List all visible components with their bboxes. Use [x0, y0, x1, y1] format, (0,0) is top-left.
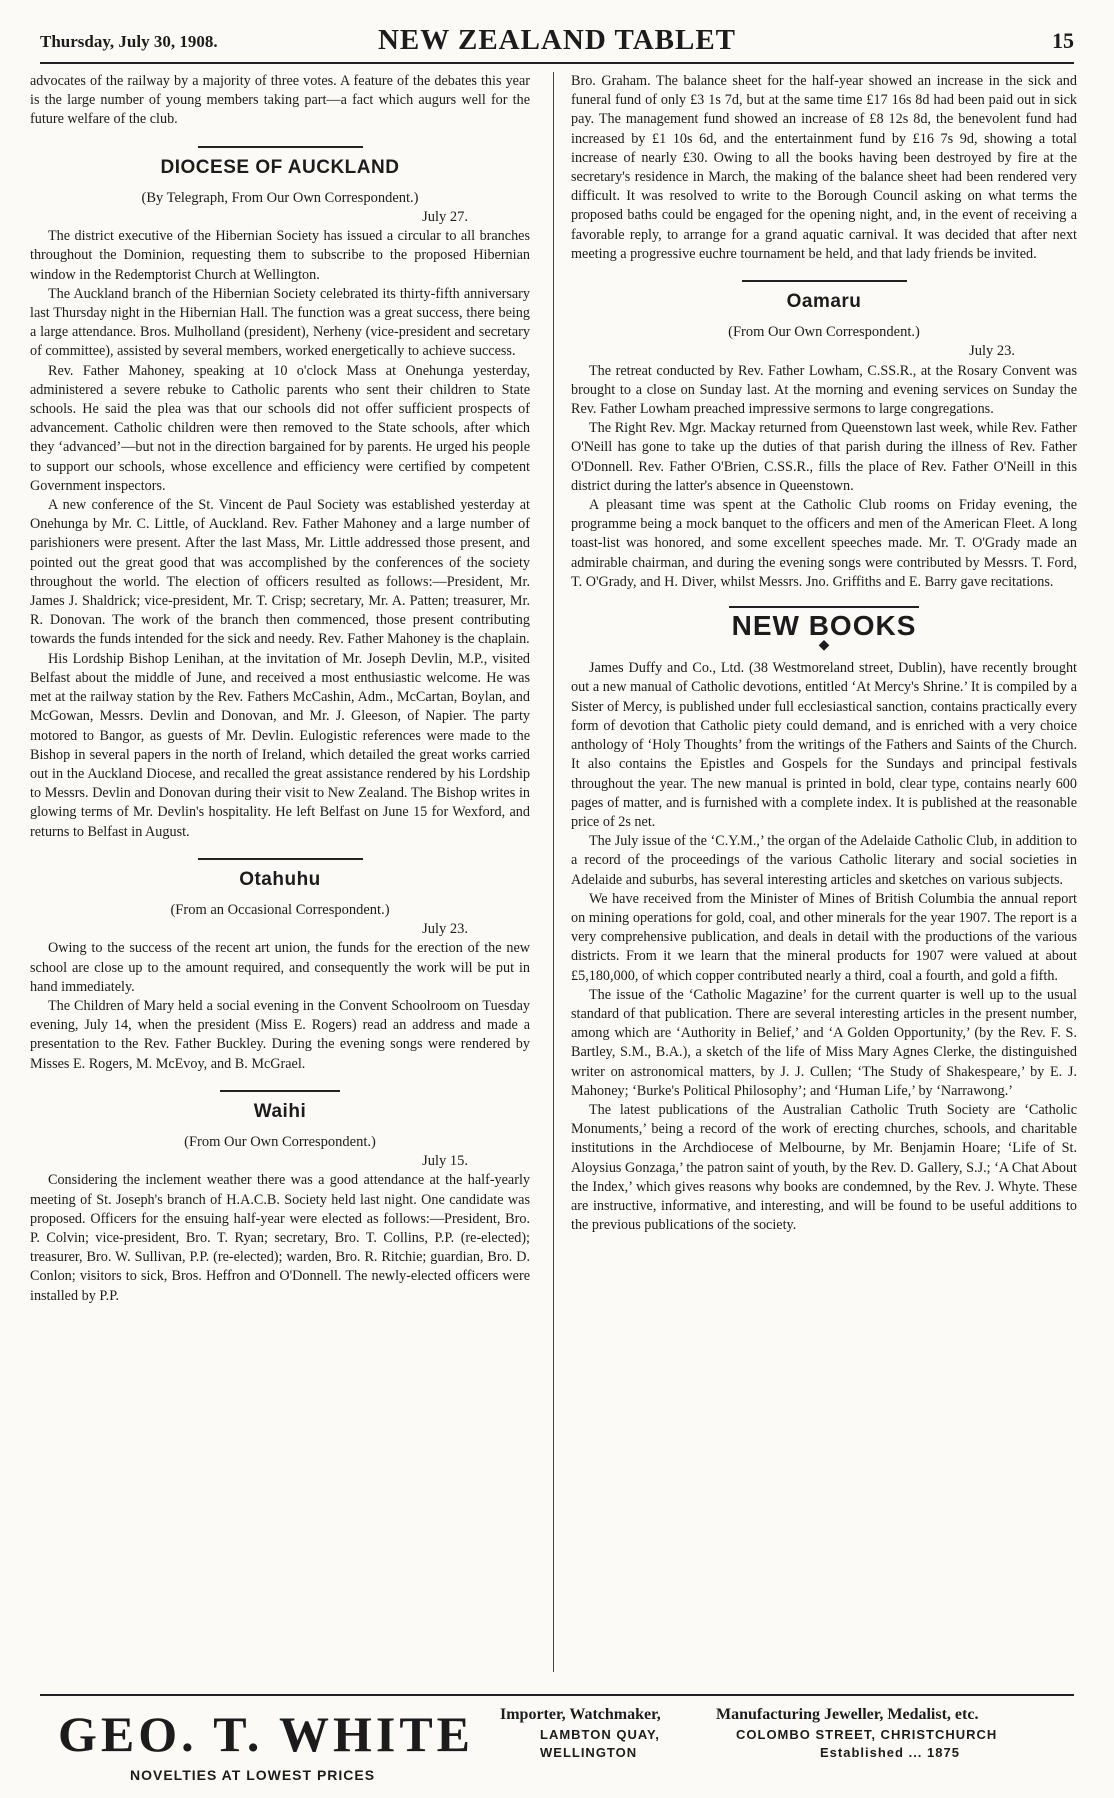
auckland-paragraph: The district executive of the Hibernian Society has issued a circular to all branches throughout the Dominion, requesting them to subscribe to the proposed Hibernian window in the Redemptorist Church at Wellington. — [30, 228, 530, 283]
masthead-rule — [40, 62, 1074, 64]
right-column — [571, 72, 1077, 1235]
page-number: 15 — [1052, 28, 1074, 53]
otahuhu-date: July 23. — [422, 921, 468, 938]
new-books-header — [571, 606, 1077, 653]
auckland-paragraph: A new conference of the St. Vincent de Paul Society was established yesterday at Onehunga by Mr. C. Little, of Auckland. Rev. Father Mahoney and a large number of parishioners were present. After the last Mass, Mr. Little addressed those present, and pointed out the great good that was accomplished by the conferences of the society throughout the world. The election of officers resulted as follows:—President, Mr. James J. Shaldrick; vice-president, Mr. T. Crisp; secretary, Mr. A. Patten; treasurer, Mr. R. Donovan. The work of the branch then commenced, those present contributing towards the funds intended for the sick and needy. Rev. Father Mahoney is the chaplain. — [30, 497, 530, 648]
masthead — [40, 20, 1074, 60]
oamaru-date: July 23. — [969, 343, 1015, 360]
waihi-byline: (From Our Own Correspondent.) — [184, 1133, 376, 1150]
advertiser-name: GEO. T. WHITE — [58, 1706, 475, 1762]
waihi-paragraph: Considering the inclement weather there was a good attendance at the half-yearly meeting of St. Joseph's branch of H.A.C.B. Society held last night. One candidate was proposed. Officers for the ensuing half-year were elected as follows:—President, Bro. P. Colvin; vice-president, Bro. T. Ryan; secretary, Bro. T. Collins, P.P. (re-elected); treasurer, Bro. W. Sullivan, P.P. (re-elected); warden, Bro. R. Ritchie; guardian, Bro. D. Conlon; visitors to sick, Bros. Heffron and O'Donnell. The newly-elected officers were installed by P.P. — [30, 1172, 530, 1304]
intro-paragraph: advocates of the railway by a majority of three votes. A feature of the debates this year is the large number of young members taking part—a fact which augurs well for the future welfare of the club. — [30, 73, 530, 128]
oamaru-paragraph: The retreat conducted by Rev. Father Lowham, C.SS.R., at the Rosary Convent was brought to a close on Sunday last. At the morning and evening services on Sunday the Rev. Father Lowham preached impressive sermons to large congregations. — [571, 362, 1077, 418]
ad-city: WELLINGTON — [540, 1745, 638, 1760]
auckland-paragraph: His Lordship Bishop Lenihan, at the invitation of Mr. Joseph Devlin, M.P., visited Belfast about the middle of June, and received a most enthusiastic welcome. He was met at the railway station by the Rev. Fathers McCashin, Adm., McCartan, Boylan, and McGowan, Messrs. Devlin and Donovan, and Mr. J. Gleeson, of Napier. The party motored to Bangor, as guests of Mr. Devlin. Eulogistic references were made to the Bishop in several papers in the north of Ireland, which detailed the great works carried out in the Auckland Diocese, and recalled the great assistance rendered by his Lordship to Messrs. Devlin and Donovan during their visit to New Zealand. The Bishop writes in glowing terms of Mr. Devlin's hospitality. He left Belfast on June 15 for Wexford, and returns to Belfast in August. — [30, 650, 530, 840]
ad-address: COLOMBO STREET, CHRISTCHURCH — [736, 1727, 998, 1742]
auckland-byline: (By Telegraph, From Our Own Correspondent.) — [141, 189, 419, 206]
auckland-paragraph: The Auckland branch of the Hibernian Society celebrated its thirty-fifth anniversary last Thursday night in the Hibernian Hall. The function was a great success, there being a large attendance. Bros. Mulholland (president), Nerheny (vice-president and secretary of committee), assisted by several members, worked energetically to achieve success. — [30, 285, 530, 360]
waihi-date: July 15. — [422, 1153, 468, 1170]
ad-address: LAMBTON QUAY, — [540, 1727, 660, 1742]
waihi-title: Waihi — [253, 1100, 307, 1122]
section-rule — [198, 858, 363, 860]
otahuhu-paragraph: Owing to the success of the recent art union, the funds for the erection of the new school are close up to the amount required, and consequently the work will be put in hand immediately. — [30, 940, 530, 995]
otahuhu-title: Otahuhu — [239, 868, 321, 890]
left-column — [30, 72, 530, 1306]
otahuhu-byline: (From an Occasional Correspondent.) — [170, 901, 390, 918]
auckland-date: July 27. — [422, 209, 468, 226]
advertisement-rule — [40, 1694, 1074, 1696]
ornament-diamond-icon: ◆ — [818, 638, 830, 654]
oamaru-paragraph: The Right Rev. Mgr. Mackay returned from Queenstown last week, while Rev. Father O'Neill has gone to take up the duties of that parish during the illness of Rev. Father O'Donnell. Rev. Father O'Brien, C.SS.R., fills the place of Rev. Father O'Neill in this district during the latter's absence in Queenstown. — [571, 420, 1077, 494]
new-books-title: NEW BOOKS — [731, 610, 917, 642]
advertiser-tagline: NOVELTIES AT LOWEST PRICES — [130, 1767, 376, 1783]
otahuhu-paragraph: The Children of Mary held a social evening in the Convent Schoolroom on Tuesday evening, July 14, when the president (Miss E. Rogers) read an address and made a presentation to the Rev. Father Buckley. During the evening songs were rendered by Misses E. Rogers, M. McEvoy, and B. McGrael. — [30, 997, 530, 1072]
auckland-paragraph: Rev. Father Mahoney, speaking at 10 o'clock Mass at Onehunga yesterday, administered a severe rebuke to Catholic parents who sent their children to State schools. He said the plea was that our schools did not offer sufficient prospects of advancement. Catholic children were then removed to the State schools, after which they ‘advanced’—but not in the direction bargained for by parents. He urged his people to support our schools, whose excellence and efficiency were certified by competent Government inspectors. — [30, 362, 530, 494]
newspaper-title: NEW ZEALAND TABLET — [377, 24, 737, 56]
section-rule — [198, 146, 363, 148]
new-books-paragraph: The July issue of the ‘C.Y.M.,’ the organ of the Adelaide Catholic Club, in addition to a record of the proceedings of the various Catholic literary and social societies in Adelaide and suburbs, has several interesting articles and sketches on various subjects. — [571, 833, 1077, 888]
new-books-paragraph: The latest publications of the Australian Catholic Truth Society are ‘Catholic Monuments,’ being a record of the work of erecting churches, schools, and charitable institutions in the Archdiocese of Melbourne, by Mr. Benjamin Hoare; ‘Life of St. Aloysius Gonzaga,’ the patron saint of youth, by the Rev. D. Gallery, S.J.; ‘A Chat About the Index,’ which gives reasons why books are condemned, by the Rev. J. Whyte. These are instructive, informative, and interesting, and will be found to be useful additions to the previous publications of the society. — [571, 1101, 1077, 1234]
section-rule — [742, 280, 907, 282]
column-divider — [553, 72, 554, 1672]
issue-date: Thursday, July 30, 1908. — [40, 32, 218, 51]
ad-line: Manufacturing Jeweller, Medalist, etc. — [716, 1706, 979, 1723]
new-books-paragraph: James Duffy and Co., Ltd. (38 Westmoreland street, Dublin), have recently brought out a new manual of Catholic devotions, entitled ‘At Mercy's Shrine.’ It is compiled by a Sister of Mercy, is published under full ecclesiastical sanction, contains practically every form of devotion that Catholic piety could demand, and is enriched with a very choice anthology of ‘Holy Thoughts’ from the writings of the Fathers and Saints of the Church. It also contains the Epistles and Gospels for the Sundays and principal festivals throughout the year. The new manual is printed in bold, clear type, contains nearly 600 pages of matter, and is furnished with a complete index. It is published at the reasonable price of 2s net. — [571, 660, 1077, 830]
ad-line: Importer, Watchmaker, — [500, 1706, 661, 1723]
ad-established: Established ... 1875 — [820, 1745, 960, 1760]
continued-paragraph: Bro. Graham. The balance sheet for the half-year showed an increase in the sick and funeral fund of only £3 1s 7d, but at the same time £17 16s 8d had been paid out in sick pay. The management fund showed an increase of £8 12s 8d, the benevolent fund had increased by £1 10s 6d, and the entertainment fund by £16 7s 9d, showing a total increase of nearly £30. Owing to all the books having been destroyed by fire at the secretary's residence in March, the making of the balance sheet had been rendered very difficult. It was resolved to write to the Borough Council asking on what terms the proposed baths could be engaged for the opening night, and, in the event of receiving a favorable reply, to arrange for a grand aquatic carnival. It was decided that after next meeting a progressive euchre tournament be held, and that lady friends be invited. — [571, 73, 1077, 262]
new-books-rule-top — [729, 606, 919, 608]
oamaru-paragraph: A pleasant time was spent at the Catholic Club rooms on Friday evening, the programme being a mock banquet to the officers and men of the American Fleet. A long toast-list was honored, and some excellent speeches made. Mr. T. O'Grady made an admirable chairman, and during the evening songs were contributed by Messrs. T. Ford, T. O'Grady, and H. Diver, whilst Messrs. Jno. Griffiths and E. Barry gave recitations. — [571, 497, 1077, 590]
oamaru-title: Oamaru — [786, 291, 862, 313]
oamaru-byline: (From Our Own Correspondent.) — [728, 324, 920, 341]
new-books-paragraph: We have received from the Minister of Mines of British Columbia the annual report on mining operations for gold, coal, and other minerals for the year 1907. The report is a very comprehensive publication, and deals in detail with the productions of the various districts. From it we learn that the mineral products for 1907 were valued at about £5,180,000, of which copper contributed nearly a third, coal a fourth, and gold a fifth. — [571, 890, 1077, 984]
new-books-paragraph: The issue of the ‘Catholic Magazine’ for the current quarter is well up to the usual standard of that publication. There are several interesting articles in the present number, among which are ‘Authority in Belief,’ and ‘A Golden Opportunity,’ (by the Rev. F. S. Bartley, S.M., B.A.), a sketch of the life of Miss Mary Agnes Clerke, the distinguished writer on astronomical matters, by J. J. Cullen; ‘The Study of Shakespeare,’ by E. J. Mahoney; ‘Burke's Political Philosophy’; and ‘Human Life,’ by ‘Narrawong.’ — [571, 986, 1077, 1099]
section-rule — [220, 1090, 340, 1092]
auckland-title: DIOCESE OF AUCKLAND — [160, 156, 400, 178]
